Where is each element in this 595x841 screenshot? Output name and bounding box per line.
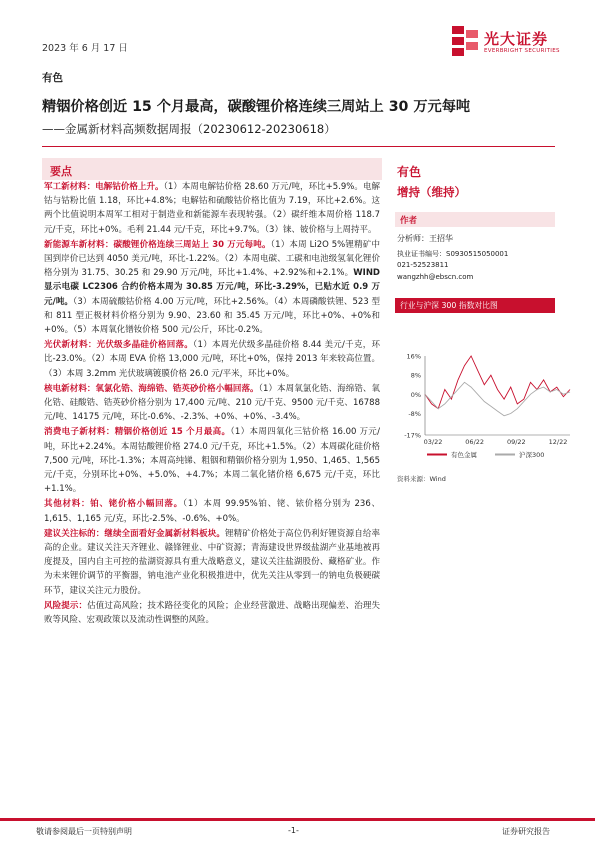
- page-number: -1-: [288, 826, 299, 835]
- paragraph-lead: 军工新材料：电解钴价格上升。: [44, 182, 164, 192]
- series-line-0: [425, 356, 570, 409]
- chart-header-label: 行业与沪深 300 指数对比图: [400, 301, 498, 310]
- paragraph-text: （3）本周硫酸钴价格 4.00 万元/吨，环比+2.56%。（4）本周磷酸铁锂、523 型和 811 型正极材料价格分别为 9.90、23.60 和 35.45 万元/吨，环比+0%、+0%和+0%。（5）本周氧化镨钕价格 500 元/公斤，环比-0.2%。: [44, 296, 380, 336]
- key-points-body: [44, 180, 380, 628]
- x-tick-label: 06/22: [465, 438, 485, 446]
- legend-label: 沪深300: [519, 451, 545, 459]
- x-tick-label: 03/22: [423, 438, 443, 446]
- paragraph-text: （1）本周四氧化三钴价格 16.00 万元/吨，环比+2.24%。本周钴酸锂价格 274.0 元/千克，环比+1.5%。（2）本周碳化硅价格 7,500 元/吨，环比-1.3%；本周高纯锑、粗铟和精铟价格分别为 1,950、1,465、1,565 元/千克，分别环比+0%、+5.0%、+4.7%；本周二氧化锗价格 6,675 元/千克，环比+1.1%。: [44, 427, 381, 495]
- x-tick-label: 09/22: [506, 438, 526, 446]
- paragraph-recommendations: [44, 527, 380, 598]
- paragraph-military: [44, 180, 380, 237]
- analyst-email[interactable]: wangzhh@ebscn.com: [397, 273, 474, 281]
- footer-report-type: 证券研究报告: [502, 827, 550, 836]
- footer-divider: [0, 818, 595, 821]
- paragraph-lead: 新能源车新材料：碳酸锂价格连续三周站上 30 万元每吨。: [44, 239, 271, 250]
- legend-label: 有色金属: [451, 451, 477, 459]
- author-label: 作者: [400, 216, 418, 226]
- paragraph-lead: 光伏新材料：光伏级多晶硅价格回落。: [44, 340, 194, 351]
- paragraph-nuclear: [44, 382, 380, 425]
- paragraph-text: （1）本周电解钴价格 28.60 万元/吨，环比+5.9%。电解钴与钴粉比值 1.18，环比+4.8%；电解钴和硫酸钴价格比值为 7.19，环比+2.6%。这两个比值说明本周军工相对于制造业和新能源车表现转强。（2）碳纤维本周价格 118.7 元/千克，环比+0%。毛利 21.44 元/千克，环比+9.7%。（3）铼、铍价格与上周持平。: [44, 182, 380, 235]
- series-line-1: [425, 382, 570, 416]
- report-date: 2023 年 6 月 17 日: [42, 43, 128, 54]
- rating-badge: 增持（维持）: [397, 185, 466, 199]
- x-tick-label: 12/22: [548, 438, 568, 446]
- author-header-bar: [395, 212, 555, 227]
- company-logo: [452, 24, 562, 60]
- paragraph-pv: [44, 338, 380, 381]
- paragraph-text: 锂精矿价格处于高位仍利好锂资源自给率高的企业。建议关注天齐锂业、赣锋锂业、中矿资源；青海建设世界级盐湖产业基地被再度提及，国内自主可控的盐湖资源具有重大战略意义，建议关注盐湖股份、藏格矿业。作为未来锂价调节的平衡器，钠电池产业化积极推进中，优先关注从零到一的钠电负极硬碳环节，建议关注元力股份。: [44, 528, 380, 596]
- report-title: 精铟价格创近 15 个月最高，碳酸锂价格连续三周站上 30 万元每吨: [42, 99, 471, 115]
- paragraph-text: 估值过高风险；技术路径变化的风险；企业经营激进、战略出现偏差、治理失败等风险、宏观政策以及流动性调整的风险。: [44, 600, 380, 626]
- analyst-name: 分析师：王招华: [397, 234, 453, 243]
- paragraph-consumer: [44, 425, 380, 496]
- paragraph-lead: 核电新材料：氧氯化锆、海绵锆、锆英砂价格小幅回落。: [44, 383, 259, 394]
- chart-source: 资料来源：Wind: [397, 475, 446, 483]
- sidebar-sector: 有色: [397, 165, 422, 179]
- paragraph-risks: [44, 599, 380, 627]
- key-points-header-bar: [42, 158, 382, 180]
- y-tick-label: 16%: [406, 352, 421, 361]
- index-comparison-chart: [395, 350, 575, 470]
- paragraph-text: （1）本周光伏级多晶硅价格 8.44 美元/千克，环比-23.0%。（2）本周 EVA 价格 13,000 元/吨，环比+0%，保持 2013 年来较高位置。（3）本周 3.2mm 光伏玻璃镀膜价格 26.0 元/平米，环比+0%。: [44, 340, 380, 379]
- paragraph-other: [44, 497, 380, 525]
- paragraph-text: （1）本周氧氯化锆、海绵锆、氧化锆、硅酸锆、锆英砂价格分别为 17,400 元/吨、210 元/千克、9500 元/千克、16788 元/吨、14175 元/吨，环比-0.6%、-2.3%、+0%、+0%、-3.4%。: [44, 383, 380, 423]
- paragraph-lead: 建议关注标的：继续全面看好金属新材料板块。: [44, 528, 225, 539]
- paragraph-text: （1）本周 99.95%铂、铑、铱价格分别为 236、1,615、1,165 元/克，环比-2.5%、-0.6%、+0%。: [44, 499, 380, 524]
- y-tick-label: 8%: [410, 371, 421, 380]
- analyst-phone: 021-52523811: [397, 261, 449, 269]
- paragraph-lead: 其他材料：铂、铑价格小幅回落。: [44, 499, 183, 510]
- report-sector: 有色: [42, 72, 63, 84]
- paragraph-lead: 风险提示：: [44, 600, 88, 611]
- y-tick-label: -8%: [408, 409, 421, 418]
- title-divider: [42, 146, 555, 147]
- key-points-label: 要点: [50, 165, 72, 178]
- analyst-license: 执业证书编号：S0930515050001: [397, 250, 509, 258]
- logo-text-cn: 光大证券: [484, 30, 549, 48]
- paragraph-lead: 消费电子新材料：精铟价格创近 15 个月最高。: [44, 427, 231, 438]
- paragraph-ev: [44, 238, 380, 337]
- y-tick-label: -17%: [404, 431, 421, 440]
- report-subtitle: ——金属新材料高频数据周报（20230612-20230618）: [42, 122, 336, 136]
- footer-disclaimer: 敬请参阅最后一页特别声明: [36, 827, 132, 836]
- y-tick-label: 0%: [410, 390, 421, 399]
- logo-mark-icon: [452, 26, 478, 56]
- paragraph-bold-text: WIND 显示电碳 LC2306 合约价格本周为 30.85 万元/吨，环比-3.29%，已贴水近 0.9 万元/吨。: [44, 268, 380, 307]
- logo-text-en: EVERBRIGHT SECURITIES: [484, 48, 560, 54]
- paragraph-text: （1）本周 Li2O 5%锂精矿中国到岸价已达到 4050 美元/吨，环比-1.22%。（2）本周电碳、工碳和电池级氢氧化锂价格分别为 31.75、30.25 和 29.90 万元/吨，环比+1.4%、+2.92%和+2.1%。: [44, 239, 380, 279]
